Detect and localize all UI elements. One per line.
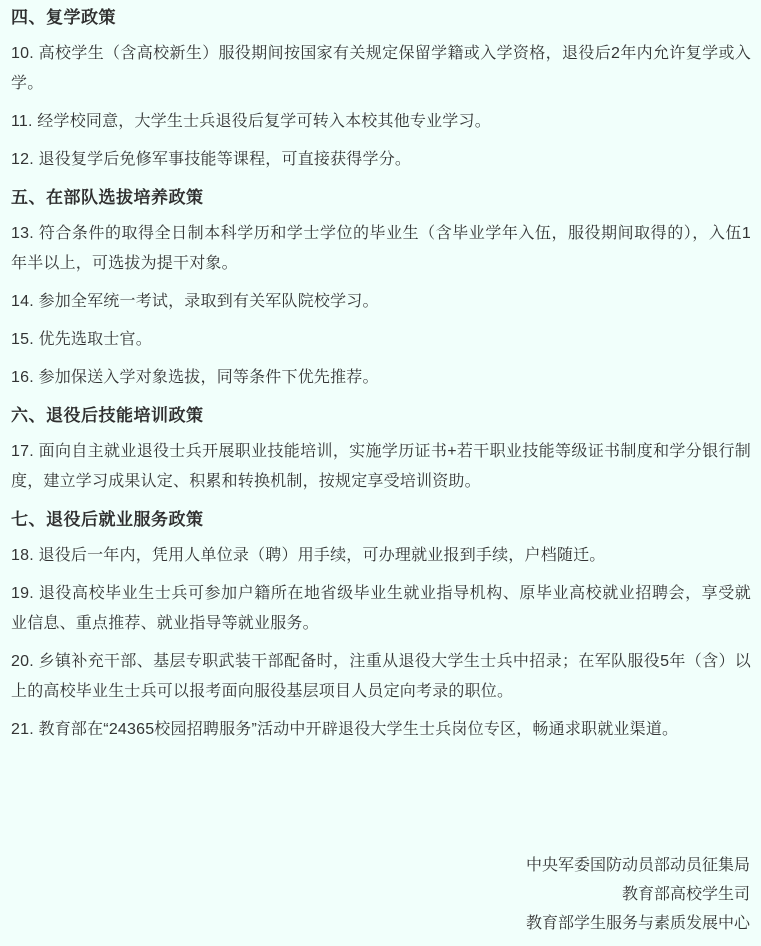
policy-paragraph-21: 21. 教育部在“24365校园招聘服务”活动中开辟退役大学生士兵岗位专区，畅通求职就业渠道。 xyxy=(11,721,679,738)
policy-paragraph-19: 19. 退役高校毕业生士兵可参加户籍所在地省级毕业生就业指导机构、原毕业高校就业招聘会，享受就业信息、重点推荐、就业指导等就业服务。 xyxy=(11,585,751,632)
policy-paragraph-13: 13. 符合条件的取得全日制本科学历和学士学位的毕业生（含毕业学年入伍，服役期间取得的），入伍1年半以上，可选拔为提干对象。 xyxy=(11,225,751,272)
section-heading-skill-training: 六、退役后技能培训政策 xyxy=(11,406,204,425)
signature-line-student-department: 教育部高校学生司 xyxy=(621,886,750,903)
policy-paragraph-15: 15. 优先选取士官。 xyxy=(11,331,152,348)
policy-paragraph-16: 16. 参加保送入学对象选拔，同等条件下优先推荐。 xyxy=(11,369,379,386)
policy-paragraph-14: 14. 参加全军统一考试，录取到有关军队院校学习。 xyxy=(11,293,379,310)
policy-paragraph-20: 20. 乡镇补充干部、基层专职武装干部配备时，注重从退役大学生士兵中招录；在军队服役5年（含）以上的高校毕业生士兵可以报考面向服役基层项目人员定向考录的职位。 xyxy=(11,653,751,700)
section-heading-employment-service: 七、退役后就业服务政策 xyxy=(11,510,204,529)
signature-line-mobilization-bureau: 中央军委国防动员部动员征集局 xyxy=(525,857,750,874)
section-heading-resume-study: 四、复学政策 xyxy=(11,8,116,27)
policy-paragraph-12: 12. 退役复学后免修军事技能等课程，可直接获得学分。 xyxy=(11,151,412,168)
section-heading-selection-in-army: 五、在部队选拔培养政策 xyxy=(11,188,204,207)
policy-paragraph-11: 11. 经学校同意，大学生士兵退役后复学可转入本校其他专业学习。 xyxy=(11,113,491,130)
signature-block xyxy=(11,851,751,938)
policy-paragraph-10: 10. 高校学生（含高校新生）服役期间按国家有关规定保留学籍或入学资格，退役后2年内允许复学或入学。 xyxy=(11,45,751,92)
signature-line-development-center: 教育部学生服务与素质发展中心 xyxy=(525,915,750,932)
policy-paragraph-18: 18. 退役后一年内，凭用人单位录（聘）用手续，可办理就业报到手续，户档随迁。 xyxy=(11,547,606,564)
policy-paragraph-17: 17. 面向自主就业退役士兵开展职业技能培训，实施学历证书+若干职业技能等级证书制度和学分银行制度，建立学习成果认定、积累和转换机制，按规定享受培训资助。 xyxy=(11,443,751,490)
